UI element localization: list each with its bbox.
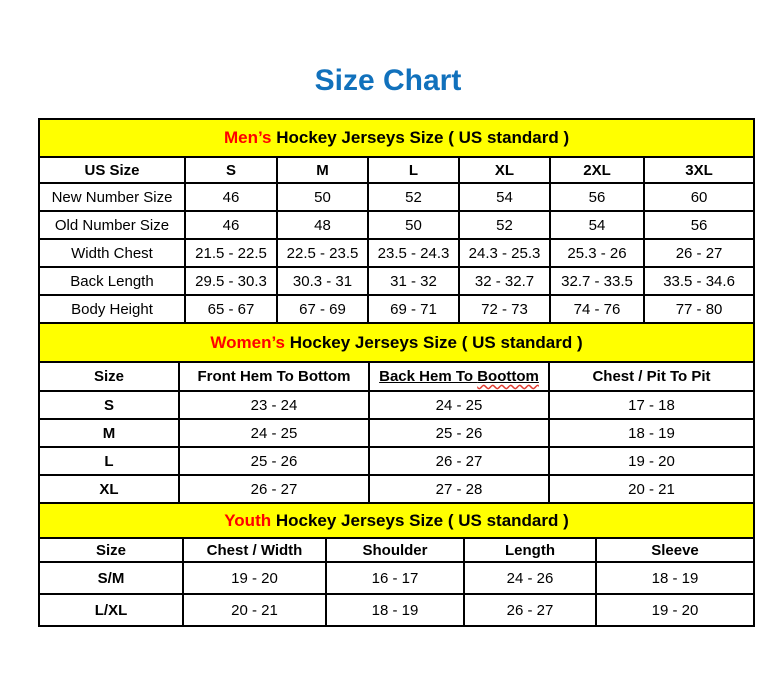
data-cell: 77 - 80 — [644, 295, 754, 323]
data-cell: 25 - 26 — [179, 447, 369, 475]
data-cell: 50 — [277, 183, 368, 211]
section-mens-table — [38, 118, 755, 324]
table-row-mens-back-length — [39, 267, 754, 295]
data-cell: 27 - 28 — [369, 475, 549, 503]
data-cell: 56 — [550, 183, 644, 211]
size-chart-table — [38, 118, 753, 627]
data-cell: 65 - 67 — [185, 295, 277, 323]
column-header-womens-3: Chest / Pit To Pit — [549, 362, 754, 391]
column-header-mens-5: 2XL — [550, 157, 644, 183]
data-cell: 50 — [368, 211, 459, 239]
data-cell: 23.5 - 24.3 — [368, 239, 459, 267]
section-youth-table — [38, 502, 755, 627]
column-header-womens-1: Front Hem To Bottom — [179, 362, 369, 391]
table-row-womens-xl — [39, 475, 754, 503]
banner-highlight-text: Youth — [224, 510, 272, 530]
column-header-youth-4: Sleeve — [596, 538, 754, 562]
row-label: Old Number Size — [39, 211, 185, 239]
data-cell: 19 - 20 — [183, 562, 326, 594]
data-cell: 20 - 21 — [183, 594, 326, 626]
column-header-youth-0: Size — [39, 538, 183, 562]
row-label: M — [39, 419, 179, 447]
section-womens-banner — [39, 323, 754, 362]
data-cell: 72 - 73 — [459, 295, 550, 323]
column-header-mens-1: S — [185, 157, 277, 183]
column-header-mens-3: L — [368, 157, 459, 183]
data-cell: 60 — [644, 183, 754, 211]
data-cell: 33.5 - 34.6 — [644, 267, 754, 295]
data-cell: 24 - 25 — [369, 391, 549, 419]
data-cell: 26 - 27 — [369, 447, 549, 475]
section-mens-header-row — [39, 157, 754, 183]
data-cell: 22.5 - 23.5 — [277, 239, 368, 267]
data-cell: 20 - 21 — [549, 475, 754, 503]
banner-highlight-text: Men’s — [223, 128, 272, 147]
banner-rest-text: Hockey Jerseys Size ( US standard ) — [271, 128, 570, 147]
data-cell: 32 - 32.7 — [459, 267, 550, 295]
data-cell: 31 - 32 — [368, 267, 459, 295]
data-cell: 26 - 27 — [179, 475, 369, 503]
section-mens-banner-row — [39, 119, 754, 157]
column-header-mens-4: XL — [459, 157, 550, 183]
data-cell: 18 - 19 — [596, 562, 754, 594]
section-mens-banner — [39, 119, 754, 157]
data-cell: 17 - 18 — [549, 391, 754, 419]
data-cell: 74 - 76 — [550, 295, 644, 323]
section-womens-banner-row — [39, 323, 754, 362]
column-header-label — [379, 368, 539, 385]
row-label: S — [39, 391, 179, 419]
column-header-mens-0: US Size — [39, 157, 185, 183]
data-cell: 21.5 - 22.5 — [185, 239, 277, 267]
row-label: New Number Size — [39, 183, 185, 211]
banner-rest-text: Hockey Jerseys Size ( US standard ) — [271, 510, 569, 530]
data-cell: 30.3 - 31 — [277, 267, 368, 295]
column-header-label-prefix: Back Hem To — [379, 368, 478, 385]
row-label: XL — [39, 475, 179, 503]
table-row-mens-new-number-size — [39, 183, 754, 211]
banner-highlight-text: Women’s — [210, 332, 285, 352]
data-cell: 54 — [459, 183, 550, 211]
table-row-mens-width-chest — [39, 239, 754, 267]
data-cell: 24 - 26 — [464, 562, 596, 594]
table-row-womens-l — [39, 447, 754, 475]
row-label: Width Chest — [39, 239, 185, 267]
data-cell: 16 - 17 — [326, 562, 464, 594]
section-womens-table — [38, 322, 755, 504]
page-title: Size Chart — [314, 64, 462, 97]
column-header-mens-6: 3XL — [644, 157, 754, 183]
table-row-youth-s-m — [39, 562, 754, 594]
data-cell: 26 - 27 — [644, 239, 754, 267]
table-row-womens-s — [39, 391, 754, 419]
data-cell: 56 — [644, 211, 754, 239]
column-header-youth-2: Shoulder — [326, 538, 464, 562]
data-cell: 18 - 19 — [549, 419, 754, 447]
data-cell: 24 - 25 — [179, 419, 369, 447]
banner-rest-text: Hockey Jerseys Size ( US standard ) — [285, 332, 583, 352]
section-youth-banner — [39, 503, 754, 538]
section-youth-header-row — [39, 538, 754, 562]
data-cell: 23 - 24 — [179, 391, 369, 419]
data-cell: 32.7 - 33.5 — [550, 267, 644, 295]
size-chart-page — [0, 64, 776, 627]
data-cell: 52 — [368, 183, 459, 211]
data-cell: 29.5 - 30.3 — [185, 267, 277, 295]
column-header-youth-3: Length — [464, 538, 596, 562]
row-label: S/M — [39, 562, 183, 594]
data-cell: 18 - 19 — [326, 594, 464, 626]
section-youth-banner-row — [39, 503, 754, 538]
data-cell: 69 - 71 — [368, 295, 459, 323]
data-cell: 54 — [550, 211, 644, 239]
data-cell: 46 — [185, 183, 277, 211]
data-cell: 26 - 27 — [464, 594, 596, 626]
data-cell: 67 - 69 — [277, 295, 368, 323]
data-cell: 48 — [277, 211, 368, 239]
table-row-mens-old-number-size — [39, 211, 754, 239]
data-cell: 25 - 26 — [369, 419, 549, 447]
row-label: L — [39, 447, 179, 475]
table-row-youth-l-xl — [39, 594, 754, 626]
data-cell: 25.3 - 26 — [550, 239, 644, 267]
row-label: L/XL — [39, 594, 183, 626]
misspelled-word: Boottom — [477, 368, 539, 385]
row-label: Body Height — [39, 295, 185, 323]
table-row-mens-body-height — [39, 295, 754, 323]
column-header-youth-1: Chest / Width — [183, 538, 326, 562]
section-womens-header-row — [39, 362, 754, 391]
column-header-womens-2 — [369, 362, 549, 391]
data-cell: 52 — [459, 211, 550, 239]
data-cell: 24.3 - 25.3 — [459, 239, 550, 267]
column-header-mens-2: M — [277, 157, 368, 183]
data-cell: 19 - 20 — [549, 447, 754, 475]
table-row-womens-m — [39, 419, 754, 447]
column-header-womens-0: Size — [39, 362, 179, 391]
row-label: Back Length — [39, 267, 185, 295]
data-cell: 19 - 20 — [596, 594, 754, 626]
data-cell: 46 — [185, 211, 277, 239]
